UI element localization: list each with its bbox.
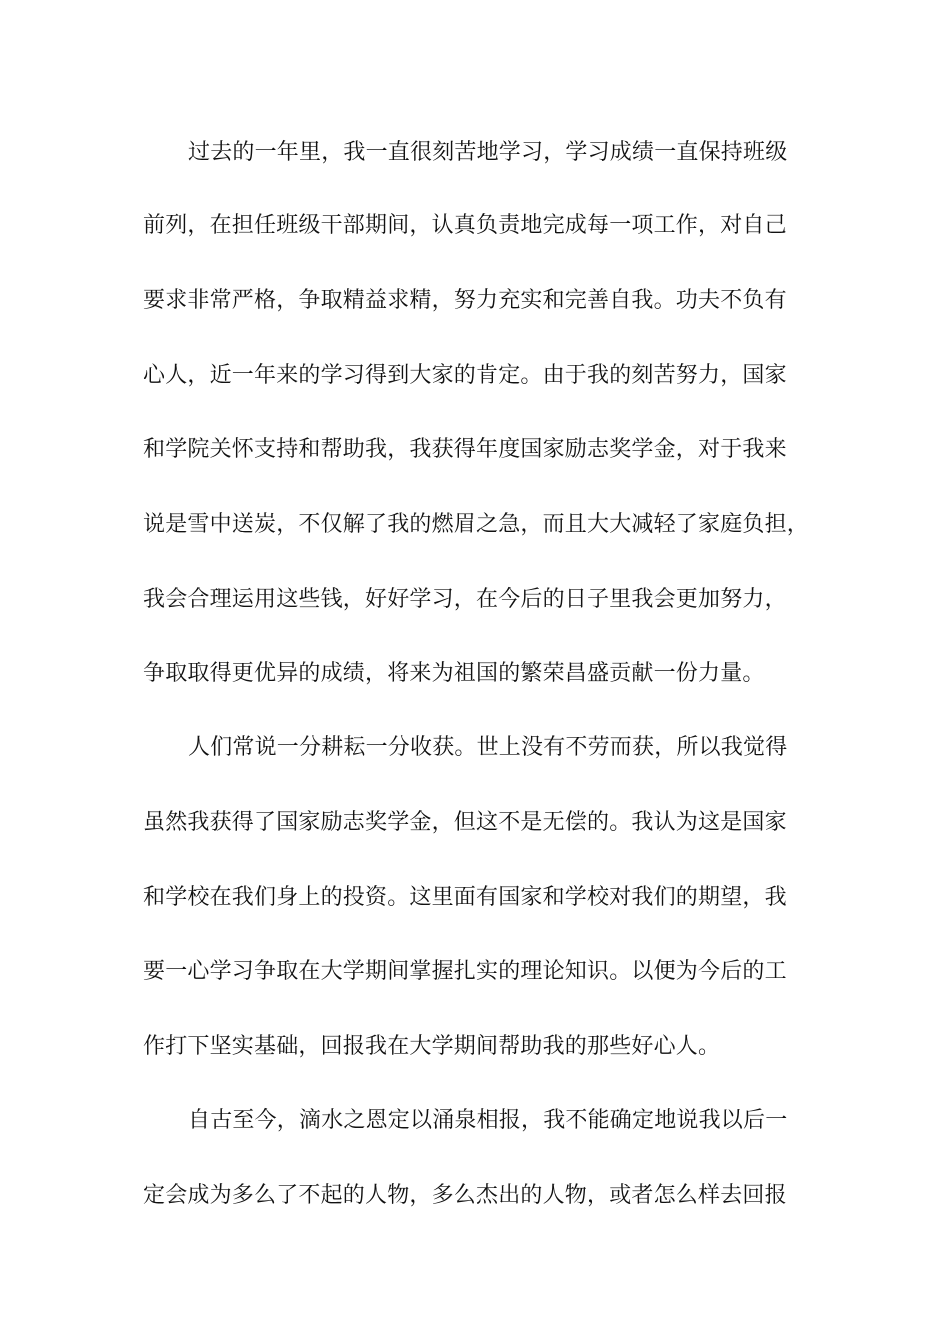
paragraph-1-line-1: 过去的一年里，我一直很刻苦地学习，学习成绩一直保持班级	[188, 140, 788, 165]
paragraph-3-line-2: 定会成为多么了不起的人物，多么杰出的人物，或者怎么样去回报	[143, 1183, 787, 1208]
paragraph-2-line-1: 人们常说一分耕耘一分收获。世上没有不劳而获，所以我觉得	[188, 735, 788, 760]
paragraph-1-line-3: 要求非常严格，争取精益求精，努力充实和完善自我。功夫不负有	[143, 288, 787, 313]
paragraph-3-line-1: 自古至今，滴水之恩定以涌泉相报，我不能确定地说我以后一	[188, 1108, 788, 1133]
paragraph-2-line-2: 虽然我获得了国家励志奖学金，但这不是无偿的。我认为这是国家	[143, 810, 787, 835]
paragraph-1-line-4: 心人，近一年来的学习得到大家的肯定。由于我的刻苦努力，国家	[143, 363, 787, 388]
paragraph-1-line-6: 说是雪中送炭，不仅解了我的燃眉之急，而且大大减轻了家庭负担，	[143, 512, 810, 537]
paragraph-1-line-7: 我会合理运用这些钱，好好学习，在今后的日子里我会更加努力，	[143, 587, 787, 612]
paragraph-1-line-8: 争取取得更优异的成绩，将来为祖国的繁荣昌盛贡献一份力量。	[143, 661, 765, 686]
paragraph-2-line-3: 和学校在我们身上的投资。这里面有国家和学校对我们的期望，我	[143, 885, 787, 910]
paragraph-1-line-5: 和学院关怀支持和帮助我，我获得年度国家励志奖学金，对于我来	[143, 437, 787, 462]
paragraph-2-line-5: 作打下坚实基础，回报我在大学期间帮助我的那些好心人。	[143, 1034, 721, 1059]
paragraph-2-line-4: 要一心学习争取在大学期间掌握扎实的理论知识。以便为今后的工	[143, 959, 787, 984]
paragraph-1-line-2: 前列，在担任班级干部期间，认真负责地完成每一项工作，对自己	[143, 213, 787, 238]
